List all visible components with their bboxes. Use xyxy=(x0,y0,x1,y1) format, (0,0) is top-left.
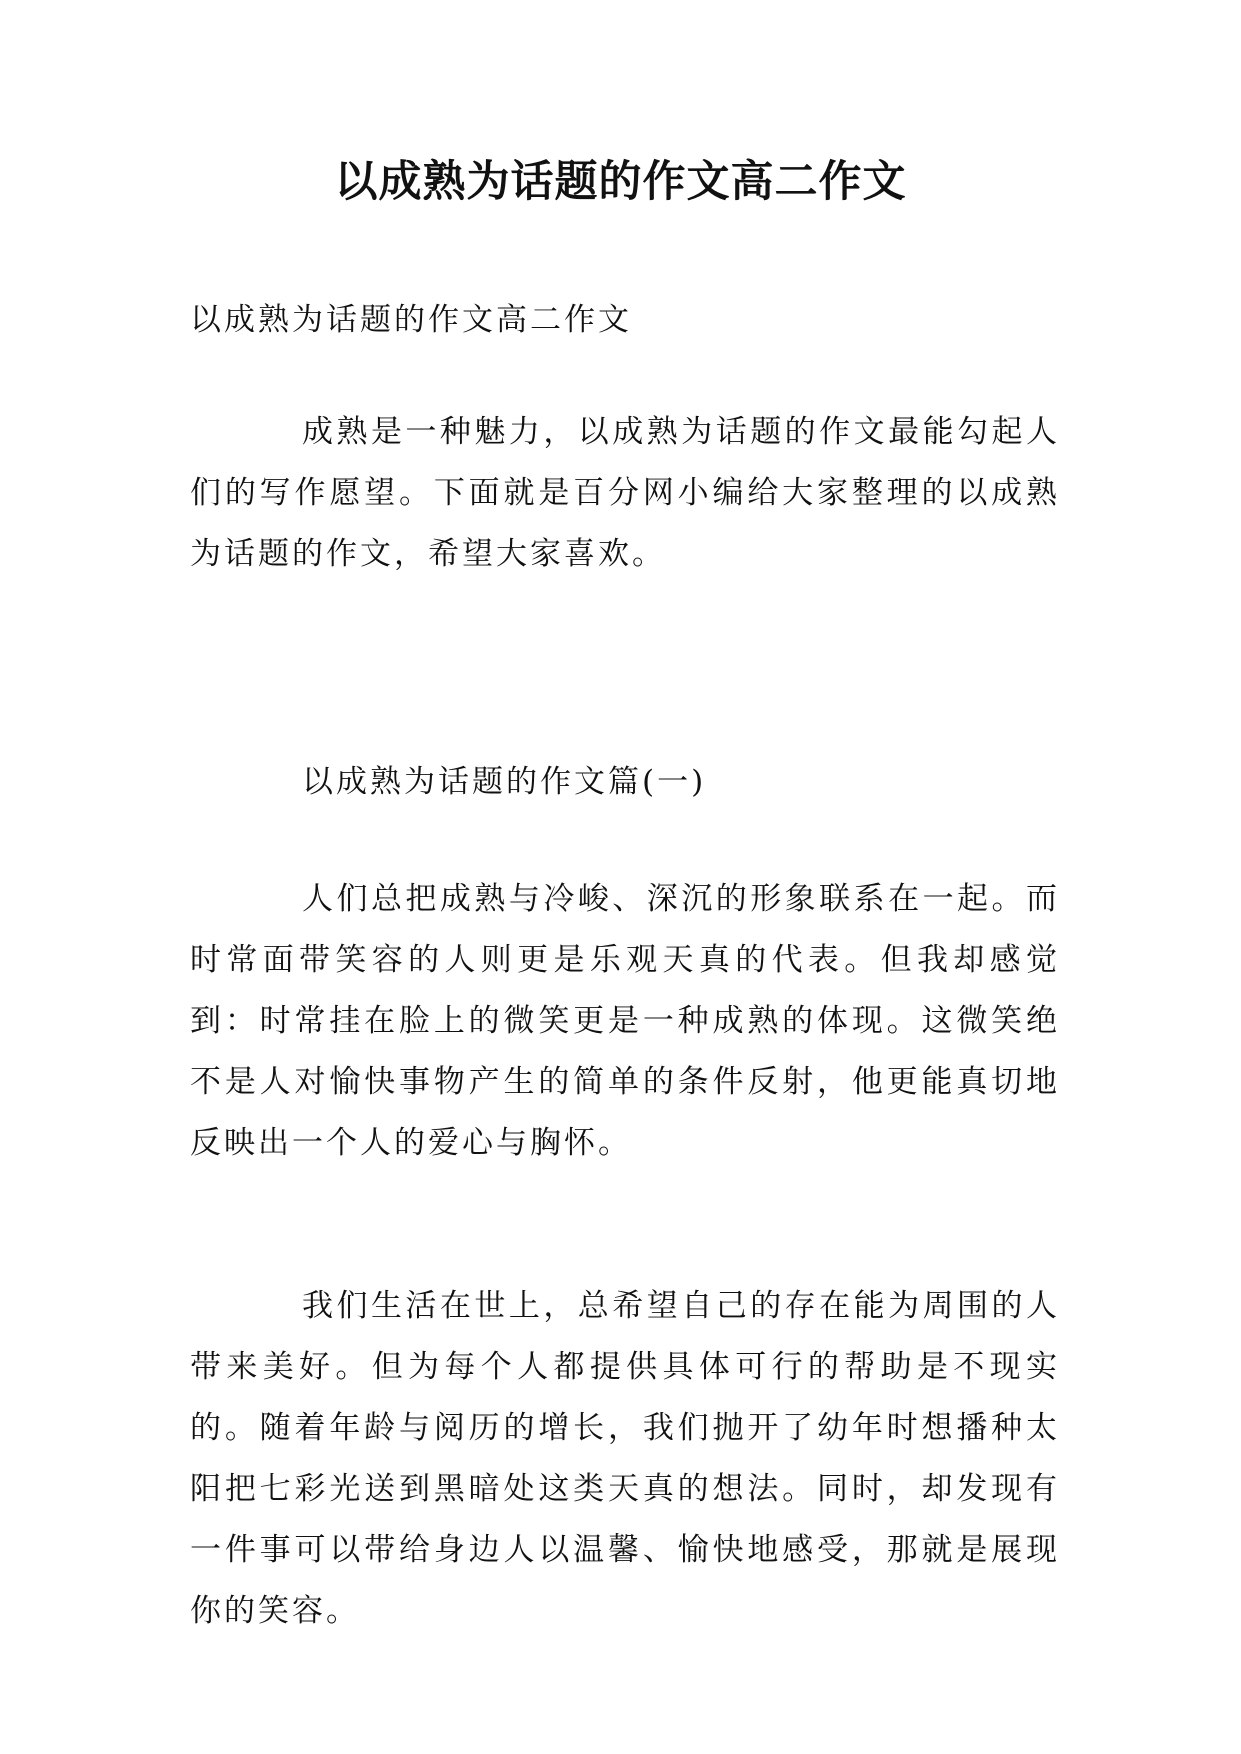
document-subtitle: 以成熟为话题的作文高二作文 xyxy=(190,302,632,338)
document-title: 以成熟为话题的作文高二作文 xyxy=(334,157,907,207)
intro-paragraph: 成熟是一种魅力，以成熟为话题的作文最能勾起人们的写作愿望。下面就是百分网小编给大家整理的以成熟为话题的作文，希望大家喜欢。 xyxy=(190,414,1060,572)
section-heading: 以成熟为话题的作文篇(一) xyxy=(302,764,707,800)
body-paragraph-2: 我们生活在世上，总希望自己的存在能为周围的人带来美好。但为每个人都提供具体可行的帮助是不现实的。随着年龄与阅历的增长，我们抛开了幼年时想播种太阳把七彩光送到黑暗处这类天真的想法。同时，却发现有一件事可以带给身边人以温馨、愉快地感受，那就是展现你的笑容。 xyxy=(190,1288,1060,1629)
body-paragraph-1: 人们总把成熟与冷峻、深沉的形象联系在一起。而时常面带笑容的人则更是乐观天真的代表。但我却感觉到：时常挂在脸上的微笑更是一种成熟的体现。这微笑绝不是人对愉快事物产生的简单的条件反射，他更能真切地反映出一个人的爱心与胸怀。 xyxy=(190,881,1060,1161)
